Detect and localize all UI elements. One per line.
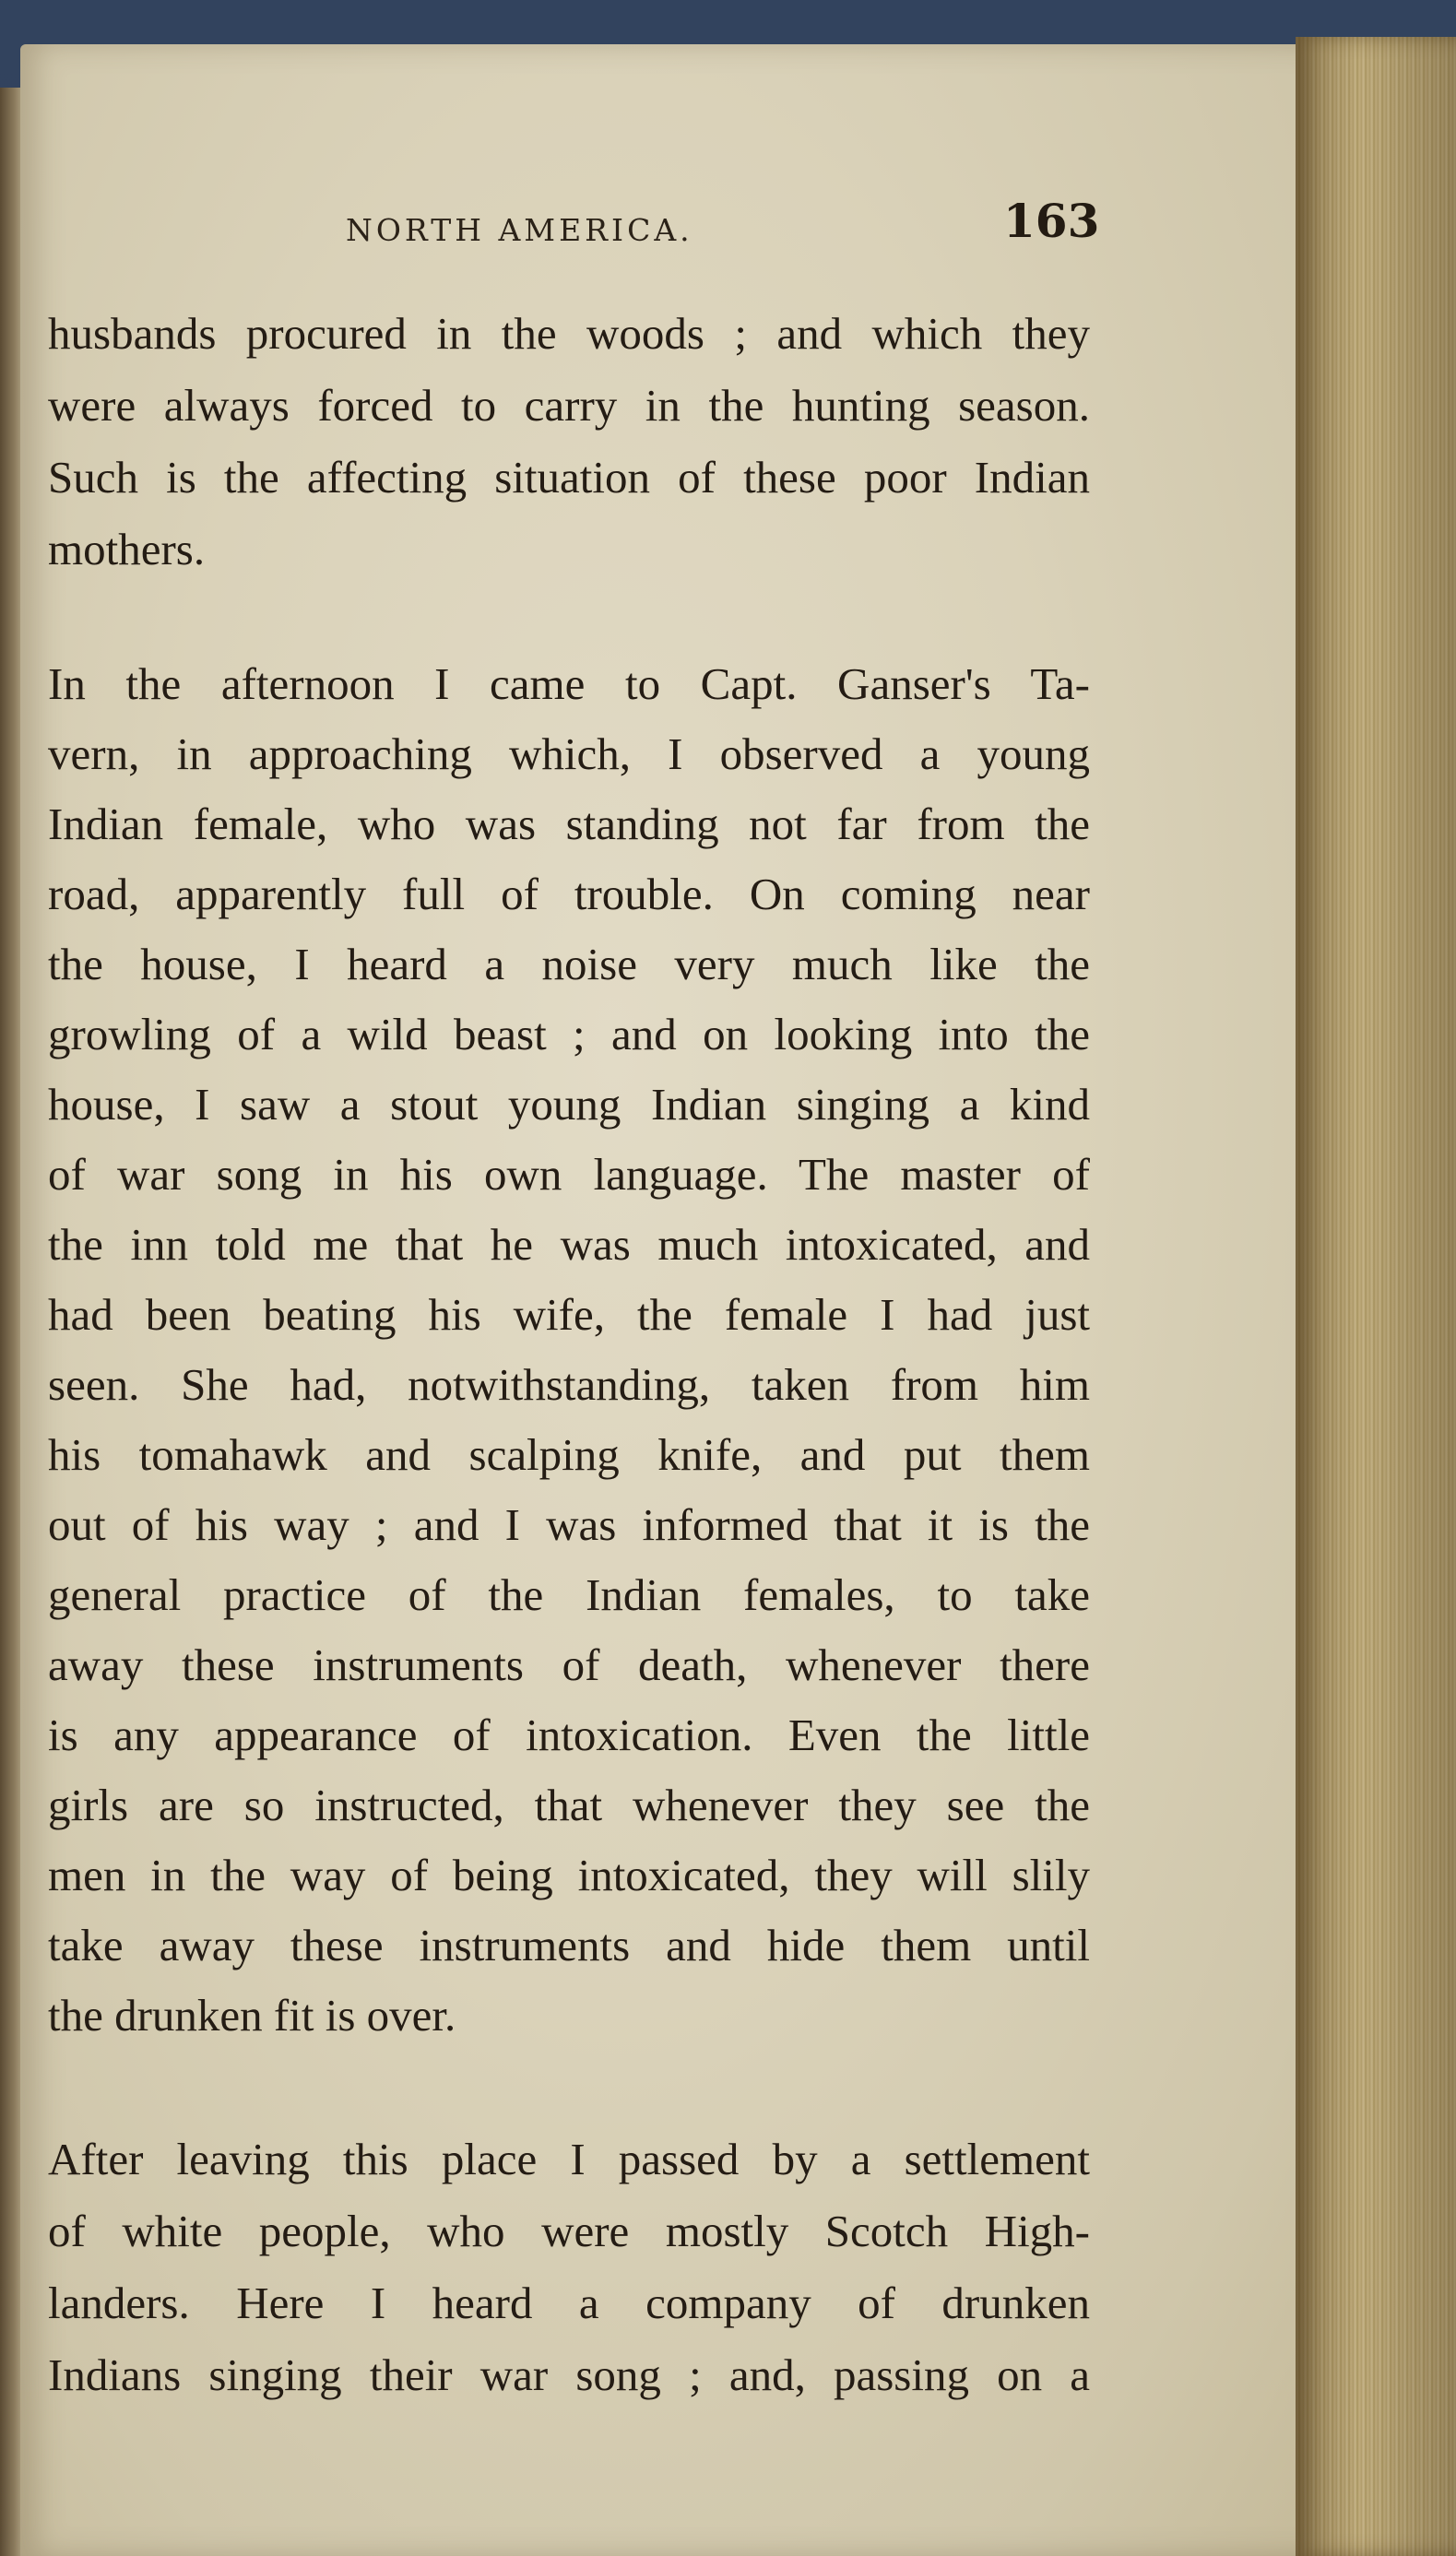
- running-head: NORTH AMERICA.: [346, 212, 693, 248]
- text-line: seen. She had, notwithstanding, taken from him: [48, 1359, 1090, 1410]
- text-line: of war song in his own language. The master of: [48, 1149, 1090, 1200]
- text-line: landers. Here I heard a company of drunken: [48, 2278, 1090, 2328]
- text-line: house, I saw a stout young Indian singing a kind: [48, 1079, 1090, 1130]
- text-line: vern, in approaching which, I observed a young: [48, 728, 1090, 779]
- text-line: general practice of the Indian females, to take: [48, 1569, 1090, 1620]
- text-line: growling of a wild beast ; and on looking into the: [48, 1009, 1090, 1059]
- text-line: had been beating his wife, the female I had just: [48, 1289, 1090, 1340]
- text-line: the inn told me that he was much intoxicated, and: [48, 1219, 1090, 1270]
- text-line: away these instruments of death, whenever there: [48, 1639, 1090, 1690]
- page-number: 163: [1003, 194, 1100, 248]
- fore-edge-shadow: [1296, 37, 1456, 2556]
- text-line: road, apparently full of trouble. On coming near: [48, 869, 1090, 919]
- text-line: After leaving this place I passed by a settlement: [48, 2134, 1090, 2184]
- text-line: Indian female, who was standing not far from the: [48, 799, 1090, 849]
- text-line: Indians singing their war song ; and, passing on a: [48, 2349, 1090, 2400]
- text-line: is any appearance of intoxication. Even the little: [48, 1710, 1090, 1760]
- text-line: In the afternoon I came to Capt. Ganser's Ta-: [48, 658, 1090, 709]
- text-line: of white people, who were mostly Scotch High-: [48, 2206, 1090, 2256]
- text-line: were always forced to carry in the hunting season.: [48, 380, 1090, 431]
- text-line: the drunken fit is over.: [48, 1990, 456, 2041]
- text-line: mothers.: [48, 524, 206, 574]
- text-line: take away these instruments and hide them until: [48, 1920, 1090, 1970]
- text-line: men in the way of being intoxicated, they will slily: [48, 1850, 1090, 1900]
- text-line: girls are so instructed, that whenever they see the: [48, 1780, 1090, 1830]
- text-line: out of his way ; and I was informed that it is the: [48, 1499, 1090, 1550]
- text-line: husbands procured in the woods ; and which they: [48, 308, 1090, 359]
- text-line: Such is the affecting situation of these poor Indian: [48, 452, 1090, 503]
- text-line: his tomahawk and scalping knife, and put them: [48, 1429, 1090, 1480]
- text-line: the house, I heard a noise very much like the: [48, 939, 1090, 989]
